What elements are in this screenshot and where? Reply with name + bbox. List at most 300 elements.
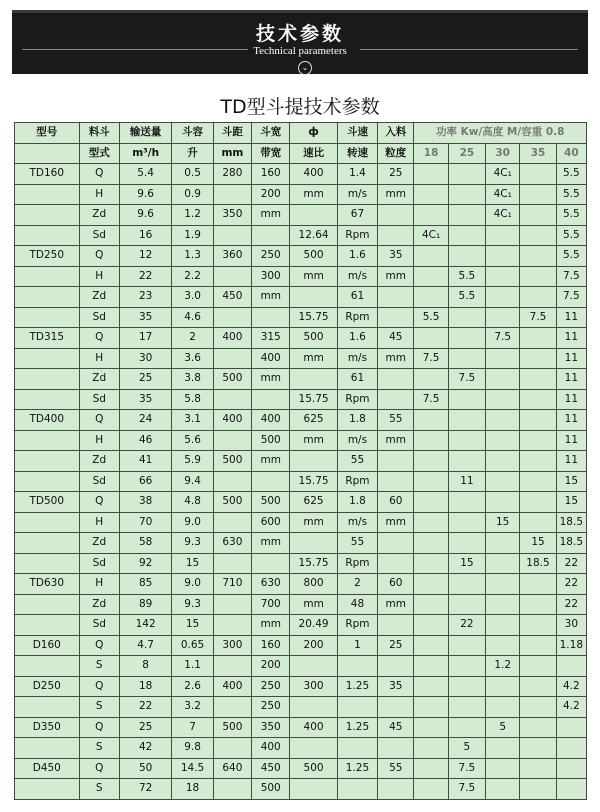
model-cell: D350 — [15, 717, 80, 738]
power-cell — [520, 410, 556, 431]
power-cell — [448, 328, 485, 349]
ratio-cell: mm — [290, 430, 337, 451]
type-cell: Sd — [79, 553, 119, 574]
capacity-cell: 35 — [119, 389, 171, 410]
pitch-cell — [213, 779, 251, 800]
power-cell — [414, 164, 448, 185]
speed-cell: m/s — [337, 430, 377, 451]
power-cell — [414, 369, 448, 390]
power-cell — [486, 348, 520, 369]
power-cell — [486, 697, 520, 718]
type-cell: Q — [79, 328, 119, 349]
volume-cell: 2.2 — [172, 266, 213, 287]
power-cell — [414, 430, 448, 451]
power-cell — [520, 656, 556, 677]
power-cell: 7.5 — [556, 266, 586, 287]
header-volume: 斗容 — [172, 123, 213, 144]
ratio-cell: 15.75 — [290, 389, 337, 410]
belt-cell: 350 — [252, 717, 290, 738]
table-row — [15, 717, 587, 738]
power-cell — [414, 615, 448, 636]
ratio-cell: 15.75 — [290, 553, 337, 574]
ratio-cell: 400 — [290, 164, 337, 185]
power-cell — [448, 676, 485, 697]
power-cell — [448, 430, 485, 451]
feed-cell: mm — [378, 266, 414, 287]
capacity-cell: 25 — [119, 717, 171, 738]
volume-cell: 5.8 — [172, 389, 213, 410]
speed-cell — [337, 779, 377, 800]
power-cell: 5 — [486, 717, 520, 738]
power-cell — [448, 410, 485, 431]
parameters-table — [14, 122, 587, 800]
ratio-cell: mm — [290, 348, 337, 369]
power-cell — [448, 594, 485, 615]
power-cell — [414, 738, 448, 759]
pitch-cell: 280 — [213, 164, 251, 185]
volume-cell: 7 — [172, 717, 213, 738]
ratio-cell: 500 — [290, 758, 337, 779]
power-cell — [520, 389, 556, 410]
header-type: 料斗 — [79, 123, 119, 144]
feed-cell: 35 — [378, 246, 414, 267]
power-cell — [414, 410, 448, 431]
belt-cell: mm — [252, 533, 290, 554]
volume-cell: 18 — [172, 779, 213, 800]
power-cell — [448, 512, 485, 533]
capacity-cell: 5.4 — [119, 164, 171, 185]
power-cell — [520, 164, 556, 185]
belt-cell: mm — [252, 615, 290, 636]
power-cell — [414, 779, 448, 800]
feed-cell: 60 — [378, 574, 414, 595]
power-cell — [520, 348, 556, 369]
speed-cell: 1.6 — [337, 328, 377, 349]
table-row — [15, 246, 587, 267]
model-cell: D450 — [15, 758, 80, 779]
power-cell: 4C₁ — [486, 184, 520, 205]
header-row-1 — [15, 123, 587, 144]
capacity-cell: 58 — [119, 533, 171, 554]
header-volume-unit: 升 — [172, 143, 213, 164]
volume-cell: 2 — [172, 328, 213, 349]
power-cell — [448, 533, 485, 554]
type-cell: Q — [79, 164, 119, 185]
power-cell — [448, 164, 485, 185]
power-cell: 5 — [448, 738, 485, 759]
belt-cell — [252, 553, 290, 574]
power-cell — [448, 184, 485, 205]
speed-cell: 1.25 — [337, 717, 377, 738]
power-cell — [520, 594, 556, 615]
table-row — [15, 307, 587, 328]
power-cell — [414, 246, 448, 267]
table-row — [15, 328, 587, 349]
speed-cell: 1.8 — [337, 492, 377, 513]
ratio-cell: 625 — [290, 410, 337, 431]
pitch-cell — [213, 738, 251, 759]
volume-cell: 15 — [172, 615, 213, 636]
feed-cell: 45 — [378, 717, 414, 738]
type-cell: S — [79, 779, 119, 800]
power-cell — [520, 246, 556, 267]
belt-cell: 600 — [252, 512, 290, 533]
feed-cell — [378, 553, 414, 574]
type-cell: Q — [79, 717, 119, 738]
power-cell — [486, 266, 520, 287]
feed-cell: 55 — [378, 758, 414, 779]
power-cell — [486, 594, 520, 615]
power-cell: 5.5 — [448, 266, 485, 287]
capacity-cell: 16 — [119, 225, 171, 246]
speed-cell — [337, 656, 377, 677]
power-cell: 11 — [556, 307, 586, 328]
power-cell: 5.5 — [556, 205, 586, 226]
ratio-cell — [290, 656, 337, 677]
power-cell: 11 — [556, 410, 586, 431]
model-cell — [15, 451, 80, 472]
model-cell: D250 — [15, 676, 80, 697]
table-row — [15, 389, 587, 410]
power-cell: 18.5 — [556, 533, 586, 554]
power-cell — [556, 656, 586, 677]
belt-cell: 500 — [252, 779, 290, 800]
table-row — [15, 553, 587, 574]
model-cell — [15, 594, 80, 615]
belt-cell: mm — [252, 287, 290, 308]
table-row — [15, 697, 587, 718]
power-cell — [486, 738, 520, 759]
pitch-cell — [213, 553, 251, 574]
pitch-cell — [213, 430, 251, 451]
capacity-cell: 35 — [119, 307, 171, 328]
power-cell: 4.2 — [556, 697, 586, 718]
table-row — [15, 410, 587, 431]
feed-cell: 60 — [378, 492, 414, 513]
type-cell: Q — [79, 758, 119, 779]
pitch-cell — [213, 471, 251, 492]
power-cell: 11 — [556, 369, 586, 390]
model-cell: TD500 — [15, 492, 80, 513]
power-cell: 11 — [556, 389, 586, 410]
power-cell — [520, 512, 556, 533]
power-cell: 1.18 — [556, 635, 586, 656]
speed-cell: m/s — [337, 266, 377, 287]
header-banner — [12, 10, 588, 74]
power-cell: 22 — [556, 574, 586, 595]
model-cell: TD315 — [15, 328, 80, 349]
power-cell — [520, 738, 556, 759]
power-cell — [486, 471, 520, 492]
ratio-cell: 800 — [290, 574, 337, 595]
capacity-cell: 4.7 — [119, 635, 171, 656]
speed-cell: 55 — [337, 451, 377, 472]
power-cell — [486, 225, 520, 246]
power-cell — [520, 369, 556, 390]
ratio-cell: mm — [290, 184, 337, 205]
ratio-cell: 625 — [290, 492, 337, 513]
power-cell — [414, 266, 448, 287]
chevron-down-circle-icon: ⌄ — [298, 61, 312, 75]
capacity-cell: 85 — [119, 574, 171, 595]
table-row — [15, 225, 587, 246]
volume-cell: 9.3 — [172, 594, 213, 615]
capacity-cell: 24 — [119, 410, 171, 431]
header-row-2 — [15, 143, 587, 164]
power-cell — [414, 656, 448, 677]
speed-cell: Rpm — [337, 615, 377, 636]
capacity-cell: 25 — [119, 369, 171, 390]
capacity-cell: 41 — [119, 451, 171, 472]
feed-cell — [378, 738, 414, 759]
table-row — [15, 205, 587, 226]
ratio-cell — [290, 287, 337, 308]
type-cell: S — [79, 656, 119, 677]
header-height-18: 18 — [414, 143, 448, 164]
header-pitch: 斗距 — [213, 123, 251, 144]
model-cell — [15, 553, 80, 574]
type-cell: Zd — [79, 205, 119, 226]
volume-cell: 15 — [172, 553, 213, 574]
table-row — [15, 430, 587, 451]
table-row — [15, 615, 587, 636]
table-row — [15, 369, 587, 390]
speed-cell: Rpm — [337, 389, 377, 410]
type-cell: Q — [79, 676, 119, 697]
model-cell: TD160 — [15, 164, 80, 185]
power-cell — [520, 430, 556, 451]
speed-cell: 1.25 — [337, 758, 377, 779]
power-cell — [414, 451, 448, 472]
pitch-cell — [213, 512, 251, 533]
header-height-30: 30 — [486, 143, 520, 164]
volume-cell: 3.1 — [172, 410, 213, 431]
table-row — [15, 779, 587, 800]
power-cell — [414, 717, 448, 738]
type-cell: Sd — [79, 389, 119, 410]
type-cell: Zd — [79, 451, 119, 472]
header-height-25: 25 — [448, 143, 485, 164]
table-row — [15, 676, 587, 697]
power-cell: 4.2 — [556, 676, 586, 697]
feed-cell: mm — [378, 430, 414, 451]
power-cell — [520, 451, 556, 472]
capacity-cell: 70 — [119, 512, 171, 533]
belt-cell: 160 — [252, 635, 290, 656]
volume-cell: 9.8 — [172, 738, 213, 759]
type-cell: Sd — [79, 615, 119, 636]
power-cell — [486, 553, 520, 574]
model-cell: TD250 — [15, 246, 80, 267]
ratio-cell — [290, 205, 337, 226]
model-cell — [15, 225, 80, 246]
speed-cell: 1.25 — [337, 676, 377, 697]
belt-cell: 400 — [252, 348, 290, 369]
speed-cell: 61 — [337, 369, 377, 390]
belt-cell: 250 — [252, 246, 290, 267]
pitch-cell: 630 — [213, 533, 251, 554]
type-cell: Q — [79, 635, 119, 656]
model-cell — [15, 307, 80, 328]
volume-cell: 9.0 — [172, 512, 213, 533]
model-cell — [15, 184, 80, 205]
capacity-cell: 12 — [119, 246, 171, 267]
volume-cell: 9.0 — [172, 574, 213, 595]
header-capacity-unit: m³/h — [119, 143, 171, 164]
capacity-cell: 142 — [119, 615, 171, 636]
feed-cell — [378, 307, 414, 328]
pitch-cell: 450 — [213, 287, 251, 308]
speed-cell: Rpm — [337, 553, 377, 574]
belt-cell: mm — [252, 451, 290, 472]
table-row — [15, 656, 587, 677]
pitch-cell: 400 — [213, 328, 251, 349]
volume-cell: 5.6 — [172, 430, 213, 451]
power-cell — [448, 451, 485, 472]
model-cell — [15, 615, 80, 636]
power-cell: 22 — [448, 615, 485, 636]
ratio-cell — [290, 697, 337, 718]
capacity-cell: 22 — [119, 697, 171, 718]
model-cell — [15, 512, 80, 533]
pitch-cell — [213, 656, 251, 677]
volume-cell: 3.0 — [172, 287, 213, 308]
power-cell — [520, 779, 556, 800]
banner-title-en: Technical parameters — [253, 45, 347, 57]
feed-cell — [378, 471, 414, 492]
type-cell: H — [79, 266, 119, 287]
header-speed-sub: 转速 — [337, 143, 377, 164]
model-cell — [15, 287, 80, 308]
type-cell: S — [79, 697, 119, 718]
model-cell: D160 — [15, 635, 80, 656]
feed-cell: 55 — [378, 410, 414, 431]
pitch-cell: 350 — [213, 205, 251, 226]
table-row — [15, 451, 587, 472]
type-cell: Q — [79, 410, 119, 431]
capacity-cell: 23 — [119, 287, 171, 308]
volume-cell: 1.9 — [172, 225, 213, 246]
table-row — [15, 348, 587, 369]
volume-cell: 5.9 — [172, 451, 213, 472]
speed-cell: 2 — [337, 574, 377, 595]
power-cell — [448, 225, 485, 246]
pitch-cell — [213, 389, 251, 410]
header-model-sub — [15, 143, 80, 164]
pitch-cell: 500 — [213, 369, 251, 390]
ratio-cell — [290, 779, 337, 800]
capacity-cell: 9.6 — [119, 205, 171, 226]
pitch-cell: 360 — [213, 246, 251, 267]
volume-cell: 3.2 — [172, 697, 213, 718]
power-cell: 11 — [556, 328, 586, 349]
type-cell: Zd — [79, 594, 119, 615]
power-cell — [414, 533, 448, 554]
power-cell — [486, 389, 520, 410]
capacity-cell: 17 — [119, 328, 171, 349]
capacity-cell: 50 — [119, 758, 171, 779]
speed-cell: m/s — [337, 184, 377, 205]
power-cell — [448, 492, 485, 513]
power-cell — [414, 574, 448, 595]
power-cell: 7.5 — [448, 758, 485, 779]
power-cell — [414, 471, 448, 492]
feed-cell: 25 — [378, 164, 414, 185]
belt-cell — [252, 225, 290, 246]
speed-cell: 1 — [337, 635, 377, 656]
table-body — [15, 164, 587, 800]
feed-cell — [378, 615, 414, 636]
power-cell — [414, 697, 448, 718]
power-cell: 5.5 — [556, 184, 586, 205]
power-cell — [520, 266, 556, 287]
model-cell — [15, 389, 80, 410]
power-cell — [414, 287, 448, 308]
power-cell: 5.5 — [414, 307, 448, 328]
power-cell — [520, 287, 556, 308]
power-cell — [520, 697, 556, 718]
volume-cell: 1.2 — [172, 205, 213, 226]
header-belt-sub: 带宽 — [252, 143, 290, 164]
header-belt: 斗宽 — [252, 123, 290, 144]
pitch-cell: 400 — [213, 676, 251, 697]
speed-cell: Rpm — [337, 225, 377, 246]
model-cell — [15, 779, 80, 800]
power-cell — [448, 697, 485, 718]
model-cell — [15, 430, 80, 451]
pitch-cell: 500 — [213, 492, 251, 513]
power-cell: 11 — [556, 451, 586, 472]
belt-cell: mm — [252, 205, 290, 226]
power-cell — [520, 328, 556, 349]
power-cell — [520, 574, 556, 595]
speed-cell: 1.8 — [337, 410, 377, 431]
feed-cell: 25 — [378, 635, 414, 656]
type-cell: H — [79, 348, 119, 369]
table-row — [15, 471, 587, 492]
header-height-35: 35 — [520, 143, 556, 164]
ratio-cell — [290, 369, 337, 390]
belt-cell: 450 — [252, 758, 290, 779]
power-cell — [486, 574, 520, 595]
ratio-cell: mm — [290, 594, 337, 615]
volume-cell: 3.8 — [172, 369, 213, 390]
capacity-cell: 42 — [119, 738, 171, 759]
pitch-cell: 710 — [213, 574, 251, 595]
ratio-cell — [290, 738, 337, 759]
speed-cell: m/s — [337, 512, 377, 533]
power-cell — [414, 635, 448, 656]
power-cell — [486, 492, 520, 513]
pitch-cell: 500 — [213, 717, 251, 738]
model-cell — [15, 471, 80, 492]
table-row — [15, 533, 587, 554]
power-cell: 11 — [556, 348, 586, 369]
pitch-cell — [213, 615, 251, 636]
ratio-cell — [290, 451, 337, 472]
belt-cell: 300 — [252, 266, 290, 287]
capacity-cell: 89 — [119, 594, 171, 615]
capacity-cell: 72 — [119, 779, 171, 800]
header-ratio-sub: 速比 — [290, 143, 337, 164]
belt-cell: 200 — [252, 656, 290, 677]
power-cell — [486, 307, 520, 328]
power-cell — [414, 553, 448, 574]
power-cell: 7.5 — [556, 287, 586, 308]
volume-cell: 0.65 — [172, 635, 213, 656]
speed-cell: 48 — [337, 594, 377, 615]
capacity-cell: 46 — [119, 430, 171, 451]
